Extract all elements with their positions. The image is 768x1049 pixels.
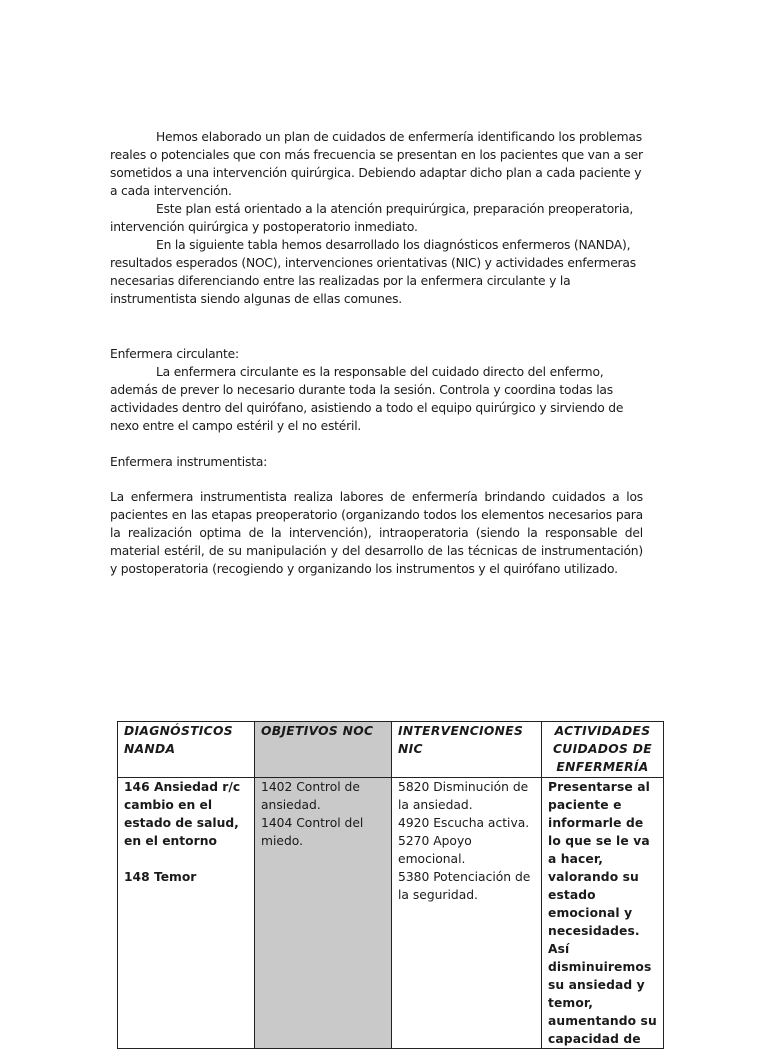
header-actividades: ACTIVIDADES CUIDADOS DE ENFERMERÍA [542,722,664,778]
nic-item: 5270 Apoyo emocional. [398,834,472,866]
cell-noc [255,778,392,1049]
nanda-diagnosis-146: 146 Ansiedad r/c cambio en el estado de salud, en el entorno [124,780,241,848]
header-noc: OBJETIVOS NOC [255,722,392,778]
header-nanda: DIAGNÓSTICOS NANDA [118,722,255,778]
table-header-row [118,722,664,778]
header-nic: INTERVENCIONES NIC [392,722,542,778]
circulante-heading: Enfermera circulante: [110,347,239,361]
nic-item: 5380 Potenciación de la seguridad. [398,870,531,902]
intro-paragraph-3: En la siguiente tabla hemos desarrollado los diagnósticos enfermeros (NANDA), resultados esperados (NOC), intervenciones orientativas (NIC) y actividades enfermeras necesarias diferenciando entre las realizadas por la enfermera circulante y la instrumentista siendo algunas de ellas comunes. [110,238,636,306]
table-row [118,778,664,1049]
instrumentista-paragraph: La enfermera instrumentista realiza labores de enfermería brindando cuidados a los pacientes en las etapas preoperatorio (organizando todos los elementos necesarios para la realización optima de la intervención), intraoperatoria (siendo la responsable del material estéril, de su manipulación y del desarrollo de las técnicas de instrumentación) y postoperatoria (recogiendo y organizando los instrumentos y el quirófano utilizado. [110,490,643,576]
cell-actividades: Presentarse al paciente e informarle de lo que se le va a hacer, valorando su estado emocional y necesidades. Así disminuiremos su ansiedad y temor, aumentando su capacidad de [542,778,664,1049]
noc-item: 1404 Control del miedo. [261,816,364,848]
cell-nic [392,778,542,1049]
intro-paragraph-1: Hemos elaborado un plan de cuidados de enfermería identificando los problemas reales o potenciales que con más frecuencia se presentan en los pacientes que van a ser sometidos a una intervención quirúrgica. Debiendo adaptar dicho plan a cada paciente y a cada intervención. [110,130,643,198]
nic-item: 4920 Escucha activa. [398,816,530,830]
noc-item: 1402 Control de ansiedad. [261,780,360,812]
cell-nanda [118,778,255,1049]
circulante-section [110,363,643,435]
instrumentista-heading: Enfermera instrumentista: [110,455,268,469]
nic-item: 5820 Disminución de la ansiedad. [398,780,529,812]
instrumentista-section [110,488,643,578]
nanda-diagnosis-148: 148 Temor [124,870,197,884]
intro-paragraph-2: Este plan está orientado a la atención prequirúrgica, preparación preoperatoria, intervención quirúrgica y postoperatorio inmediato. [110,202,634,234]
intro-section [110,128,643,308]
care-plan-table [117,721,664,1049]
circulante-paragraph: La enfermera circulante es la responsable del cuidado directo del enfermo, además de prever lo necesario durante toda la sesión. Controla y coordina todas las actividades dentro del quirófano, asistiendo a todo el equipo quirúrgico y sirviendo de nexo entre el campo estéril y el no estéril. [110,365,624,433]
